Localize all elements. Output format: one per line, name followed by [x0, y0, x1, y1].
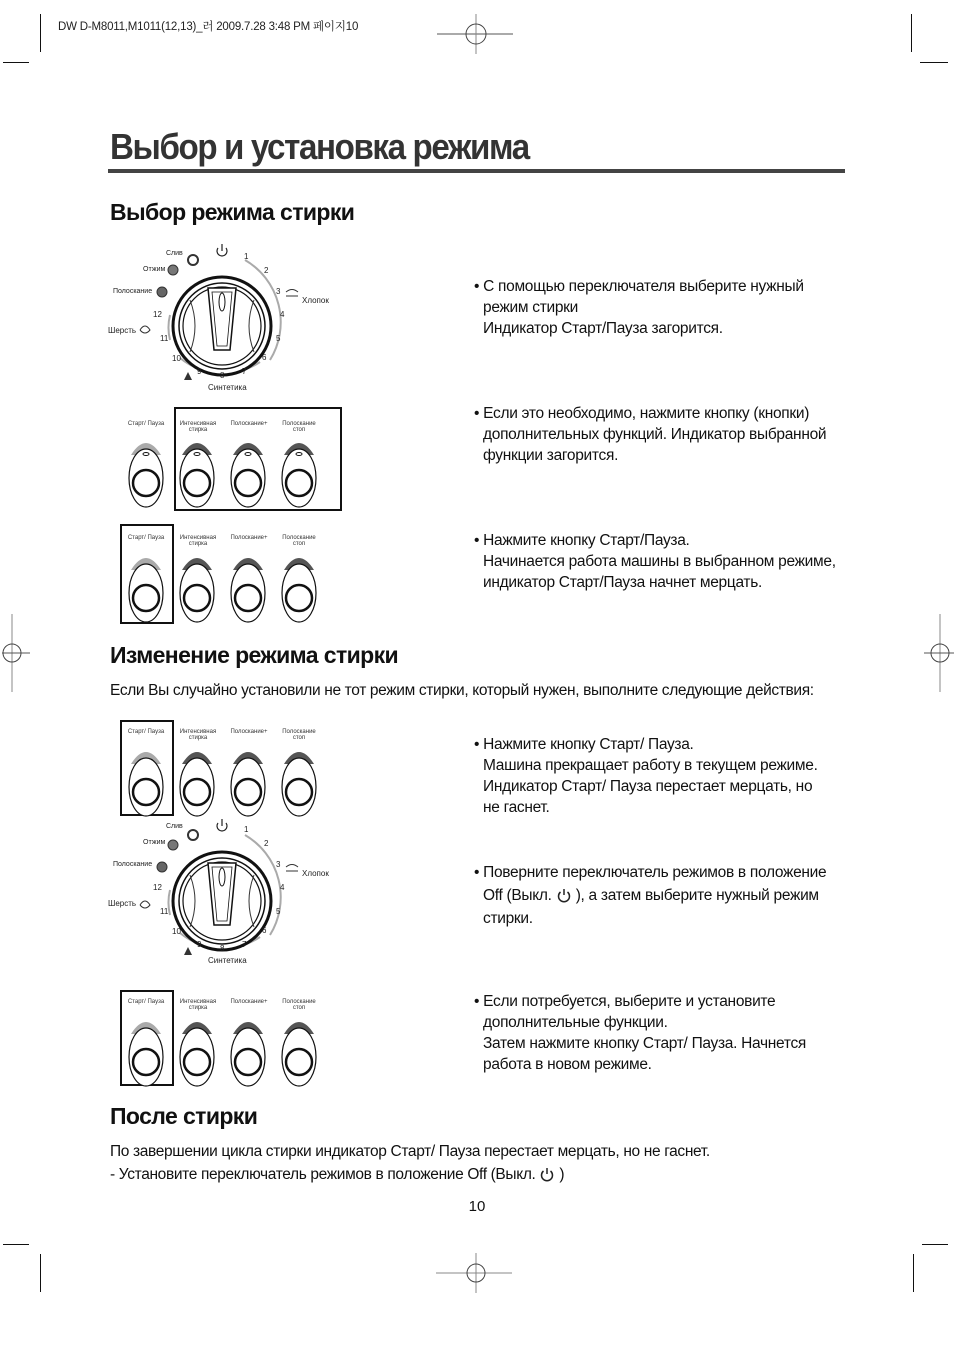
button-label-intensive: Интенсивная стирка [179, 729, 217, 741]
section-intro: Если Вы случайно установили не тот режим стирки, который нужен, выполните следующие действия: [110, 682, 814, 699]
instruction-bullet: • Если потребуется, выберите и установите дополнительные функции. Затем нажмите кнопку Старт/ Пауза. Начнется работа в новом режиме. [474, 993, 807, 1073]
dial-number: 10 [172, 354, 181, 363]
dial-number: 8 [220, 944, 225, 953]
dial-number: 7 [242, 940, 247, 949]
dial-number: 2 [264, 266, 269, 275]
registration-mark-icon [437, 14, 517, 54]
panel-buttons-icon [127, 433, 343, 509]
crop-mark [911, 14, 912, 52]
dial-number: 11 [160, 907, 169, 916]
dial-label-wool: Шерсть [108, 326, 137, 335]
crop-mark [3, 1244, 29, 1245]
dial-number: 9 [197, 940, 202, 949]
dial-number: 11 [160, 334, 169, 343]
button-label-start-pause: Старт/ Пауза [127, 999, 165, 1005]
after-text-line: По завершении цикла стирки индикатор Старт/ Пауза перестает мерцать, но не гаснет. [110, 1143, 710, 1160]
section-heading-change: Изменение режима стирки [110, 642, 399, 668]
button-panel-options-highlight [115, 405, 345, 511]
button-label-rinse-plus: Полоскание+ [230, 999, 268, 1005]
program-dial-illustration [100, 240, 340, 400]
page-number: 10 [468, 1198, 486, 1215]
button-label-rinse-plus: Полоскание+ [230, 729, 268, 735]
dial-number: 5 [276, 907, 281, 916]
dial-number: 3 [276, 287, 281, 296]
dial-number: 1 [244, 252, 249, 261]
dial-label-synthetic: Синтетика [208, 956, 247, 965]
instruction-bullet: • Поверните переключатель режимов в положение Off (Выкл. ), а затем выберите нужный режим стирки. [474, 864, 827, 927]
dial-number: 3 [276, 860, 281, 869]
registration-mark-icon [436, 1253, 516, 1293]
button-panel-start-highlight [115, 718, 345, 818]
crop-mark [3, 62, 29, 63]
dial-number: 9 [197, 367, 202, 376]
dial-number: 6 [262, 926, 267, 935]
button-label-start-pause: Старт/ Пауза [127, 729, 165, 735]
button-label-rinse-stop: Полоскание стоп [282, 421, 316, 433]
registration-mark-icon [0, 614, 32, 694]
button-label-rinse-stop: Полоскание стоп [282, 999, 316, 1011]
button-label-rinse-plus: Полоскание+ [230, 535, 268, 541]
dial-number: 10 [172, 927, 181, 936]
dial-number: 4 [280, 310, 285, 319]
crop-mark [40, 1254, 41, 1292]
instruction-bullet: • Если это необходимо, нажмите кнопку (кнопки) дополнительных функций. Индикатор выбранной функции загорится. [474, 405, 827, 464]
instruction-bullet: • Нажмите кнопку Старт/Пауза. Начинается работа машины в выбранном режиме, индикатор Старт/Пауза начнет мерцать. [474, 532, 836, 591]
dial-label-synthetic: Синтетика [208, 383, 247, 392]
power-icon [539, 1166, 555, 1182]
dial-number: 6 [262, 353, 267, 362]
dial-label-spin: Отжим [143, 266, 166, 273]
section-heading-select: Выбор режима стирки [110, 199, 355, 225]
button-label-start-pause: Старт/ Пауза [127, 421, 165, 427]
instruction-bullet: • Нажмите кнопку Старт/ Пауза. Машина прекращает работу в текущем режиме. Индикатор Старт/ Пауза перестает мерцать, но не гаснет. [474, 736, 818, 816]
instruction-bullet: • С помощью переключателя выберите нужный режим стирки Индикатор Старт/Пауза загорится. [474, 278, 804, 337]
dial-label-wool: Шерсть [108, 899, 137, 908]
print-header: DW D-M8011,M1011(12,13)_러 2009.7.28 3:48 PM 페이지10 [58, 21, 359, 33]
panel-buttons-icon [127, 1012, 343, 1088]
dial-number: 12 [153, 310, 162, 319]
button-label-rinse-plus: Полоскание+ [230, 421, 268, 427]
dial-number: 7 [242, 367, 247, 376]
dial-number: 12 [153, 883, 162, 892]
dial-label-spin: Отжим [143, 839, 166, 846]
page-title: Выбор и установка режима [110, 126, 529, 167]
crop-mark [913, 1254, 914, 1292]
button-label-rinse-stop: Полоскание стоп [282, 729, 316, 741]
crop-mark [922, 1244, 948, 1245]
panel-buttons-icon [127, 742, 343, 818]
dial-number: 1 [244, 825, 249, 834]
dial-label-rinse: Полоскание [113, 288, 153, 295]
button-label-rinse-stop: Полоскание стоп [282, 535, 316, 547]
dial-label-drain: Слив [166, 823, 183, 830]
section-heading-after: После стирки [110, 1103, 258, 1129]
button-label-intensive: Интенсивная стирка [179, 421, 217, 433]
dial-number: 4 [280, 883, 285, 892]
dial-label-rinse: Полоскание [113, 861, 153, 868]
title-rule [108, 169, 845, 173]
program-dial-illustration [100, 815, 340, 975]
button-panel-start-highlight [115, 988, 345, 1088]
panel-buttons-icon [127, 548, 343, 624]
button-label-intensive: Интенсивная стирка [179, 535, 217, 547]
dial-label-cotton: Хлопок [302, 869, 329, 878]
registration-mark-icon [922, 614, 954, 694]
dial-number: 5 [276, 334, 281, 343]
crop-mark [920, 62, 948, 63]
dial-number: 2 [264, 839, 269, 848]
after-text-line: - Установите переключатель режимов в положение Off (Выкл. ) [110, 1166, 565, 1183]
dial-label-drain: Слив [166, 250, 183, 257]
dial-number: 8 [220, 371, 225, 380]
button-panel-start-highlight [115, 522, 345, 628]
button-label-start-pause: Старт/ Пауза [127, 535, 165, 541]
crop-mark [40, 14, 41, 52]
dial-label-cotton: Хлопок [302, 296, 329, 305]
power-icon [556, 887, 572, 903]
button-label-intensive: Интенсивная стирка [179, 999, 217, 1011]
